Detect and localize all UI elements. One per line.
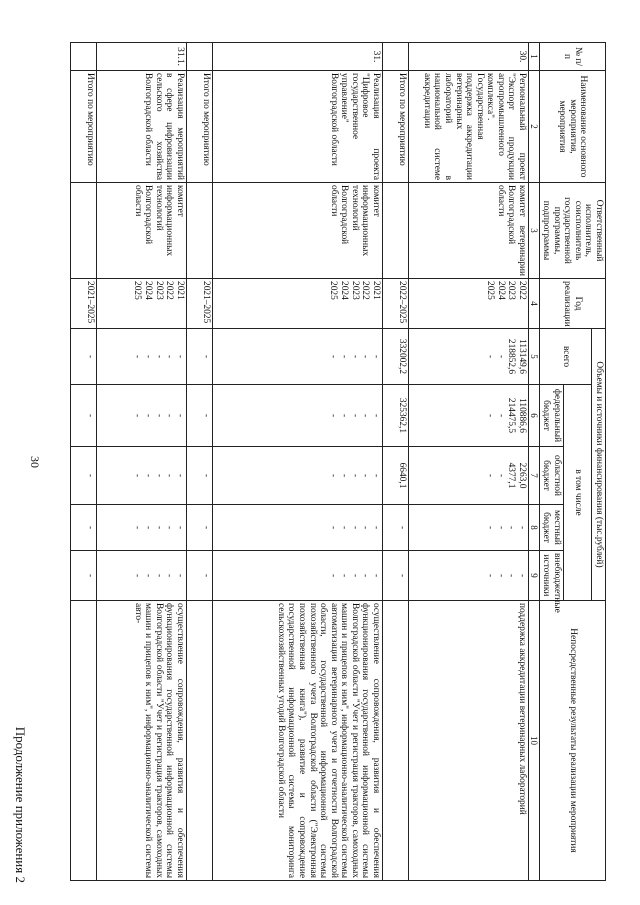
row-extra-cell [70, 551, 96, 601]
row-local-cell [96, 505, 186, 551]
row-federal-value: - [338, 413, 349, 418]
row-federal-value: - [484, 413, 495, 418]
row-years-value: 2021–2025 [84, 281, 95, 324]
row-federal-cell [186, 385, 212, 447]
row-number [70, 43, 96, 71]
row-name: Региональный проект "Экспорт продукции агропромышленного комплекса". Государственная поддержка аккредитации ветеринарных лабораторий в национальной системе аккредитации [408, 71, 528, 183]
row-years-value: 2024 [495, 281, 506, 300]
row-years-value: 2023 [349, 281, 360, 300]
column-index: 5 [528, 329, 539, 385]
column-index: 7 [528, 447, 539, 505]
header-no: № п/п [539, 43, 605, 71]
row-result: поддержка аккредитации ветеринарных лабораторий [408, 601, 528, 881]
row-result: осуществление сопровождения, развития и обеспечения функционирования государственной информационной системы Волгоградской области "Учет и регистрация тракторов, самоходных машин и прицепов к ним", информационно-аналитической системы автоматизации ветеринарного учета и отчетности Волгоградской области, государственной информационной системы похозяйственного учета Волгоградской области ("Электронная похозяйственная книга"), развитие и сопровождение государственной информационной системы мониторинга сельскохозяйственных угодий Волгоградской области [212, 601, 382, 881]
row-extra-value: - [370, 573, 381, 578]
row-years-value: 2025 [132, 281, 143, 300]
row-extra-value: - [338, 573, 349, 578]
column-index: 8 [528, 505, 539, 551]
header-including: в том числе [563, 385, 592, 601]
row-federal-value: - [495, 413, 506, 418]
row-years-value: 2023 [153, 281, 164, 300]
row-regional-value: - [484, 473, 495, 478]
row-total-value: - [349, 354, 360, 359]
row-regional-cell [70, 447, 96, 505]
row-extra-value: - [142, 573, 153, 578]
row-total-value: - [153, 354, 164, 359]
row-local-value: - [164, 525, 175, 530]
row-federal-cell [96, 385, 186, 447]
page-number: 30 [28, 456, 42, 468]
row-total-value: - [360, 354, 371, 359]
row-federal-value: 325362,1 [396, 397, 407, 434]
row-extra-cell [382, 551, 408, 601]
header-year: Год реализации [539, 279, 605, 329]
table-row [212, 43, 382, 881]
row-local-value: - [484, 525, 495, 530]
row-regional-value: - [132, 473, 143, 478]
row-extra-value: - [360, 573, 371, 578]
column-index: 10 [528, 601, 539, 881]
header-name: Наименование основного мероприятия, мероприятия [539, 71, 605, 183]
row-responsible: комитет ветеринарии Волгоградской области [408, 183, 528, 279]
row-federal-value: - [360, 413, 371, 418]
row-local-cell [212, 505, 382, 551]
row-federal-cell [408, 385, 528, 447]
column-index: 4 [528, 279, 539, 329]
row-result [186, 601, 212, 881]
row-regional-cell [212, 447, 382, 505]
column-index: 6 [528, 385, 539, 447]
header-results: Непосредственные результаты реализации мероприятия [539, 601, 605, 881]
row-years-cell [408, 279, 528, 329]
header-funding: Объемы и источники финансирования (тыс.рублей) [592, 329, 606, 601]
row-responsible: комитет информационных технологий Волгоградской области [96, 183, 186, 279]
row-total-value: 332002,2 [396, 338, 407, 375]
row-regional-value: 6640,1 [396, 462, 407, 489]
row-extra-cell [186, 551, 212, 601]
row-local-value: - [506, 525, 517, 530]
row-local-value: - [338, 525, 349, 530]
row-regional-value: - [370, 473, 381, 478]
table-row [186, 43, 212, 881]
row-local-value: - [153, 525, 164, 530]
row-federal-value: - [153, 413, 164, 418]
row-federal-value: - [164, 413, 175, 418]
row-regional-cell [382, 447, 408, 505]
row-years-value: 2024 [338, 281, 349, 300]
row-years-value: 2021–2025 [200, 281, 211, 324]
row-extra-value: - [328, 573, 339, 578]
table-row [408, 43, 528, 881]
row-federal-cell [382, 385, 408, 447]
row-federal-value: - [370, 413, 381, 418]
row-total-cell [96, 329, 186, 385]
row-regional-cell [96, 447, 186, 505]
row-extra-value: - [164, 573, 175, 578]
row-federal-value: - [132, 413, 143, 418]
row-local-value: - [328, 525, 339, 530]
row-responsible [382, 183, 408, 279]
row-years-value: 2022–2025 [396, 281, 407, 324]
row-federal-value: 110886,6 [516, 398, 527, 433]
row-years-cell [212, 279, 382, 329]
row-local-cell [70, 505, 96, 551]
row-years-cell [96, 279, 186, 329]
row-number: 30. [408, 43, 528, 71]
row-extra-value: - [396, 573, 407, 578]
table-row [70, 43, 96, 881]
row-total-value: - [132, 354, 143, 359]
row-extra-value: - [174, 573, 185, 578]
row-years-cell [382, 279, 408, 329]
row-federal-value: - [328, 413, 339, 418]
row-local-value: - [360, 525, 371, 530]
row-years-value: 2022 [516, 281, 527, 300]
row-regional-value: - [164, 473, 175, 478]
row-local-value: - [132, 525, 143, 530]
column-index: 2 [528, 71, 539, 183]
row-local-cell [408, 505, 528, 551]
row-total-cell [70, 329, 96, 385]
row-local-value: - [349, 525, 360, 530]
row-result [70, 601, 96, 881]
row-extra-cell [212, 551, 382, 601]
row-responsible [186, 183, 212, 279]
column-index-row [528, 43, 539, 881]
row-total-value: - [164, 354, 175, 359]
header-regional: областной бюджет [539, 447, 563, 505]
row-regional-value: - [200, 473, 211, 478]
column-index: 1 [528, 43, 539, 71]
row-years-value: 2022 [360, 281, 371, 300]
row-years-value: 2025 [328, 281, 339, 300]
header-responsible: Ответственный исполнитель, соисполнитель государственной программы, подпрограммы [539, 183, 605, 279]
row-name: Итого по мероприятию [70, 71, 96, 183]
row-total-cell [408, 329, 528, 385]
column-index: 3 [528, 183, 539, 279]
row-regional-cell [408, 447, 528, 505]
row-local-value: - [174, 525, 185, 530]
row-federal-value: - [349, 413, 360, 418]
row-regional-value: 4377,1 [506, 462, 517, 489]
table-row [96, 43, 186, 881]
row-total-value: 113149,6 [516, 339, 527, 374]
row-local-value: - [142, 525, 153, 530]
row-local-value: - [84, 525, 95, 530]
row-regional-value: - [153, 473, 164, 478]
row-total-value: - [142, 354, 153, 359]
row-local-value: - [495, 525, 506, 530]
row-years-value: 2021 [174, 281, 185, 300]
row-regional-value: - [349, 473, 360, 478]
row-federal-cell [70, 385, 96, 447]
row-total-value: - [328, 354, 339, 359]
row-result [382, 601, 408, 881]
row-local-cell [186, 505, 212, 551]
row-total-value: - [370, 354, 381, 359]
row-extra-value: - [516, 573, 527, 578]
row-total-value: 218852,6 [506, 338, 517, 375]
row-total-value: - [338, 354, 349, 359]
row-responsible: комитет информационных технологий Волгоградской области [212, 183, 382, 279]
row-years-value: 2024 [142, 281, 153, 300]
header-extra: внебюджетные источники [539, 551, 563, 601]
row-name: Реализация мероприятий в сфере цифровизации сельского хозяйства Волгоградской области [96, 71, 186, 183]
column-index: 9 [528, 551, 539, 601]
row-years-value: 2025 [484, 281, 495, 300]
row-years-value: 2023 [506, 281, 517, 300]
row-extra-value: - [484, 573, 495, 578]
row-number [186, 43, 212, 71]
header-local: местный бюджет [539, 505, 563, 551]
row-federal-value: 214475,5 [506, 397, 517, 434]
row-regional-value: 2263,0 [516, 462, 527, 489]
row-extra-value: - [506, 573, 517, 578]
row-extra-value: - [495, 573, 506, 578]
row-regional-value: - [328, 473, 339, 478]
row-extra-value: - [153, 573, 164, 578]
row-total-value: - [200, 354, 211, 359]
row-result: осуществление сопровождения, развития и обеспечения функционирования государственной информационной системы Волгоградской области "Учет и регистрация тракторов, самоходных машин и прицепов к ним", информационно-аналитической системы авто- [96, 601, 186, 881]
row-local-cell [382, 505, 408, 551]
row-number: 31. [212, 43, 382, 71]
row-total-cell [382, 329, 408, 385]
row-total-value: - [484, 354, 495, 359]
row-years-value: 2021 [370, 281, 381, 300]
row-extra-cell [408, 551, 528, 601]
table-row [382, 43, 408, 881]
row-local-value: - [516, 525, 527, 530]
row-federal-value: - [174, 413, 185, 418]
row-name: Итого по мероприятию [186, 71, 212, 183]
row-regional-value: - [495, 473, 506, 478]
row-number [382, 43, 408, 71]
row-extra-value: - [132, 573, 143, 578]
row-years-cell [186, 279, 212, 329]
row-federal-value: - [84, 413, 95, 418]
program-table [70, 42, 606, 881]
row-local-value: - [200, 525, 211, 530]
row-regional-value: - [142, 473, 153, 478]
row-local-value: - [370, 525, 381, 530]
row-regional-cell [186, 447, 212, 505]
row-extra-value: - [200, 573, 211, 578]
row-regional-value: - [84, 473, 95, 478]
row-name: Итого по мероприятию [382, 71, 408, 183]
row-number: 31.1. [96, 43, 186, 71]
row-extra-value: - [84, 573, 95, 578]
row-federal-value: - [200, 413, 211, 418]
supplement-caption: Продолжение приложения 2 [13, 726, 28, 883]
row-total-cell [186, 329, 212, 385]
row-regional-value: - [174, 473, 185, 478]
row-responsible [70, 183, 96, 279]
row-extra-value: - [349, 573, 360, 578]
row-regional-value: - [338, 473, 349, 478]
row-years-cell [70, 279, 96, 329]
row-extra-cell [96, 551, 186, 601]
row-regional-value: - [360, 473, 371, 478]
row-total-value: - [495, 354, 506, 359]
header-total: всего [539, 329, 592, 385]
row-total-value: - [174, 354, 185, 359]
row-years-value: 2022 [164, 281, 175, 300]
row-federal-cell [212, 385, 382, 447]
row-total-value: - [84, 354, 95, 359]
row-local-value: - [396, 525, 407, 530]
header-federal: федеральный бюджет [539, 385, 563, 447]
row-name: Реализация проекта "Цифровое государственное управление" Волгоградской области [212, 71, 382, 183]
row-federal-value: - [142, 413, 153, 418]
row-total-cell [212, 329, 382, 385]
